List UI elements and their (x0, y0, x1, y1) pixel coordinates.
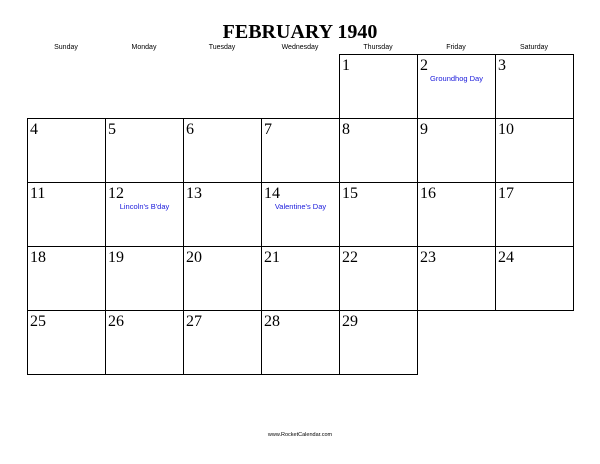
day-cell-13[interactable] (183, 182, 262, 247)
holiday-label: Groundhog Day (430, 74, 483, 83)
weekday-header-monday: Monday (131, 44, 157, 51)
day-cell-7[interactable] (261, 118, 340, 183)
holiday-label: Valentine's Day (274, 202, 327, 211)
day-cell-29[interactable] (339, 310, 418, 375)
footer-url[interactable]: www.RocketCalendar.com (267, 432, 333, 438)
day-number: 15 (342, 185, 358, 202)
day-cell-16[interactable] (417, 182, 496, 247)
weekday-header-friday: Friday (446, 44, 466, 51)
day-cell-23[interactable] (417, 246, 496, 311)
day-cell-8[interactable] (339, 118, 418, 183)
day-number: 24 (498, 249, 514, 266)
day-cell-21[interactable] (261, 246, 340, 311)
day-cell-9[interactable] (417, 118, 496, 183)
day-cell-1[interactable] (339, 54, 418, 119)
day-number: 25 (30, 313, 46, 330)
day-number: 9 (420, 121, 428, 138)
day-number: 22 (342, 249, 358, 266)
day-cell-22[interactable] (339, 246, 418, 311)
day-number: 3 (498, 57, 506, 74)
day-number: 6 (186, 121, 194, 138)
day-number: 17 (498, 185, 514, 202)
day-number: 23 (420, 249, 436, 266)
day-number: 1 (342, 57, 350, 74)
day-cell-11[interactable] (27, 182, 106, 247)
day-cell-26[interactable] (105, 310, 184, 375)
day-number: 4 (30, 121, 38, 138)
day-cell-4[interactable] (27, 118, 106, 183)
day-number: 16 (420, 185, 436, 202)
day-number: 20 (186, 249, 202, 266)
day-number: 7 (264, 121, 272, 138)
weekday-header-tuesday: Tuesday (208, 44, 236, 51)
day-cell-15[interactable] (339, 182, 418, 247)
day-cell-2[interactable] (417, 54, 496, 119)
holiday-label: Lincoln's B'day (119, 202, 170, 211)
day-cell-10[interactable] (495, 118, 574, 183)
day-cell-27[interactable] (183, 310, 262, 375)
day-number: 21 (264, 249, 280, 266)
day-cell-18[interactable] (27, 246, 106, 311)
day-cell-3[interactable] (495, 54, 574, 119)
day-cell-5[interactable] (105, 118, 184, 183)
day-number: 5 (108, 121, 116, 138)
day-cell-28[interactable] (261, 310, 340, 375)
day-number: 10 (498, 121, 514, 138)
day-number: 2 (420, 57, 428, 74)
day-number: 13 (186, 185, 202, 202)
day-cell-14[interactable] (261, 182, 340, 247)
day-number: 8 (342, 121, 350, 138)
day-cell-25[interactable] (27, 310, 106, 375)
day-number: 28 (264, 313, 280, 330)
weekday-header-saturday: Saturday (519, 44, 549, 51)
day-number: 14 (264, 185, 280, 202)
weekday-header-sunday: Sunday (54, 44, 78, 51)
day-number: 12 (108, 185, 124, 202)
day-cell-24[interactable] (495, 246, 574, 311)
weekday-header-wednesday: Wednesday (281, 44, 319, 51)
day-cell-6[interactable] (183, 118, 262, 183)
calendar-title: FEBRUARY 1940 (222, 21, 378, 43)
day-number: 26 (108, 313, 124, 330)
day-number: 29 (342, 313, 358, 330)
day-cell-17[interactable] (495, 182, 574, 247)
weekday-header-thursday: Thursday (363, 44, 393, 51)
day-cell-20[interactable] (183, 246, 262, 311)
day-number: 18 (30, 249, 46, 266)
day-cell-19[interactable] (105, 246, 184, 311)
day-number: 27 (186, 313, 202, 330)
day-number: 19 (108, 249, 124, 266)
day-cell-12[interactable] (105, 182, 184, 247)
day-number: 11 (30, 185, 46, 202)
